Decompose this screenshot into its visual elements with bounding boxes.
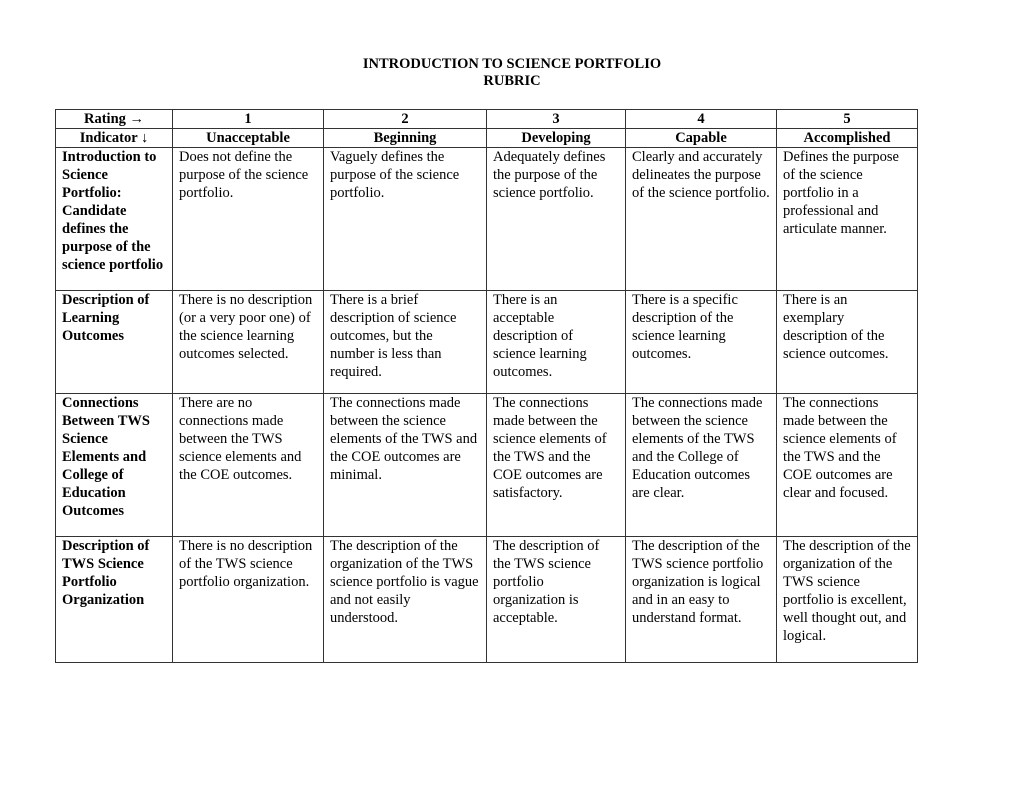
level-number-4: 4	[626, 110, 777, 129]
indicator-header-row	[56, 129, 918, 148]
rubric-cell: The description of the TWS science portfolio organization is logical and in an easy to understand format.	[626, 537, 777, 663]
level-name-2: Beginning	[324, 129, 487, 148]
rubric-cell: The connections made between the science elements of the TWS and the College of Education outcomes are clear.	[626, 394, 777, 537]
table-row	[56, 394, 918, 537]
level-number-3: 3	[487, 110, 626, 129]
rubric-cell: The description of the organization of the TWS science portfolio is excellent, well thought out, and logical.	[777, 537, 918, 663]
level-name-3: Developing	[487, 129, 626, 148]
level-name-1: Unacceptable	[173, 129, 324, 148]
rubric-cell: Defines the purpose of the science portfolio in a professional and articulate manner.	[777, 148, 918, 291]
rubric-cell: There is no description of the TWS science portfolio organization.	[173, 537, 324, 663]
rubric-cell: The description of the TWS science portfolio organization is acceptable.	[487, 537, 626, 663]
table-row	[56, 148, 918, 291]
rubric-table	[55, 109, 918, 663]
rating-header-row	[56, 110, 918, 129]
rating-header-cell: Rating →	[56, 110, 173, 129]
level-number-2: 2	[324, 110, 487, 129]
rubric-cell: There is a specific description of the science learning outcomes.	[626, 291, 777, 394]
rubric-cell: Vaguely defines the purpose of the science portfolio.	[324, 148, 487, 291]
indicator-cell: Connections Between TWS Science Elements and College of Education Outcomes	[56, 394, 173, 537]
level-name-4: Capable	[626, 129, 777, 148]
indicator-cell: Description of TWS Science Portfolio Organization	[56, 537, 173, 663]
rubric-cell: There is an exemplary description of the science outcomes.	[777, 291, 918, 394]
level-number-5: 5	[777, 110, 918, 129]
indicator-cell: Introduction to Science Portfolio: Candidate defines the purpose of the science portfolio	[56, 148, 173, 291]
document-title	[0, 56, 1024, 90]
rubric-cell: There are no connections made between the TWS science elements and the COE outcomes.	[173, 394, 324, 537]
rubric-cell: The description of the organization of the TWS science portfolio is vague and not easily understood.	[324, 537, 487, 663]
rubric-cell: Adequately defines the purpose of the science portfolio.	[487, 148, 626, 291]
rubric-cell: The connections made between the science elements of the TWS and the COE outcomes are clear and focused.	[777, 394, 918, 537]
rubric-cell: There is no description (or a very poor one) of the science learning outcomes selected.	[173, 291, 324, 394]
indicator-header-cell: Indicator ↓	[56, 129, 173, 148]
table-row	[56, 537, 918, 663]
title-line-2: RUBRIC	[483, 73, 541, 89]
title-line-1: INTRODUCTION TO SCIENCE PORTFOLIO	[362, 56, 662, 72]
rubric-cell: There is a brief description of science outcomes, but the number is less than required.	[324, 291, 487, 394]
rubric-cell: Does not define the purpose of the science portfolio.	[173, 148, 324, 291]
level-number-1: 1	[173, 110, 324, 129]
rubric-cell: The connections made between the science elements of the TWS and the COE outcomes are minimal.	[324, 394, 487, 537]
rubric-cell: The connections made between the science elements of the TWS and the COE outcomes are satisfactory.	[487, 394, 626, 537]
table-row	[56, 291, 918, 394]
rubric-cell: There is an acceptable description of science learning outcomes.	[487, 291, 626, 394]
indicator-cell: Description of Learning Outcomes	[56, 291, 173, 394]
rubric-cell: Clearly and accurately delineates the purpose of the science portfolio.	[626, 148, 777, 291]
level-name-5: Accomplished	[777, 129, 918, 148]
